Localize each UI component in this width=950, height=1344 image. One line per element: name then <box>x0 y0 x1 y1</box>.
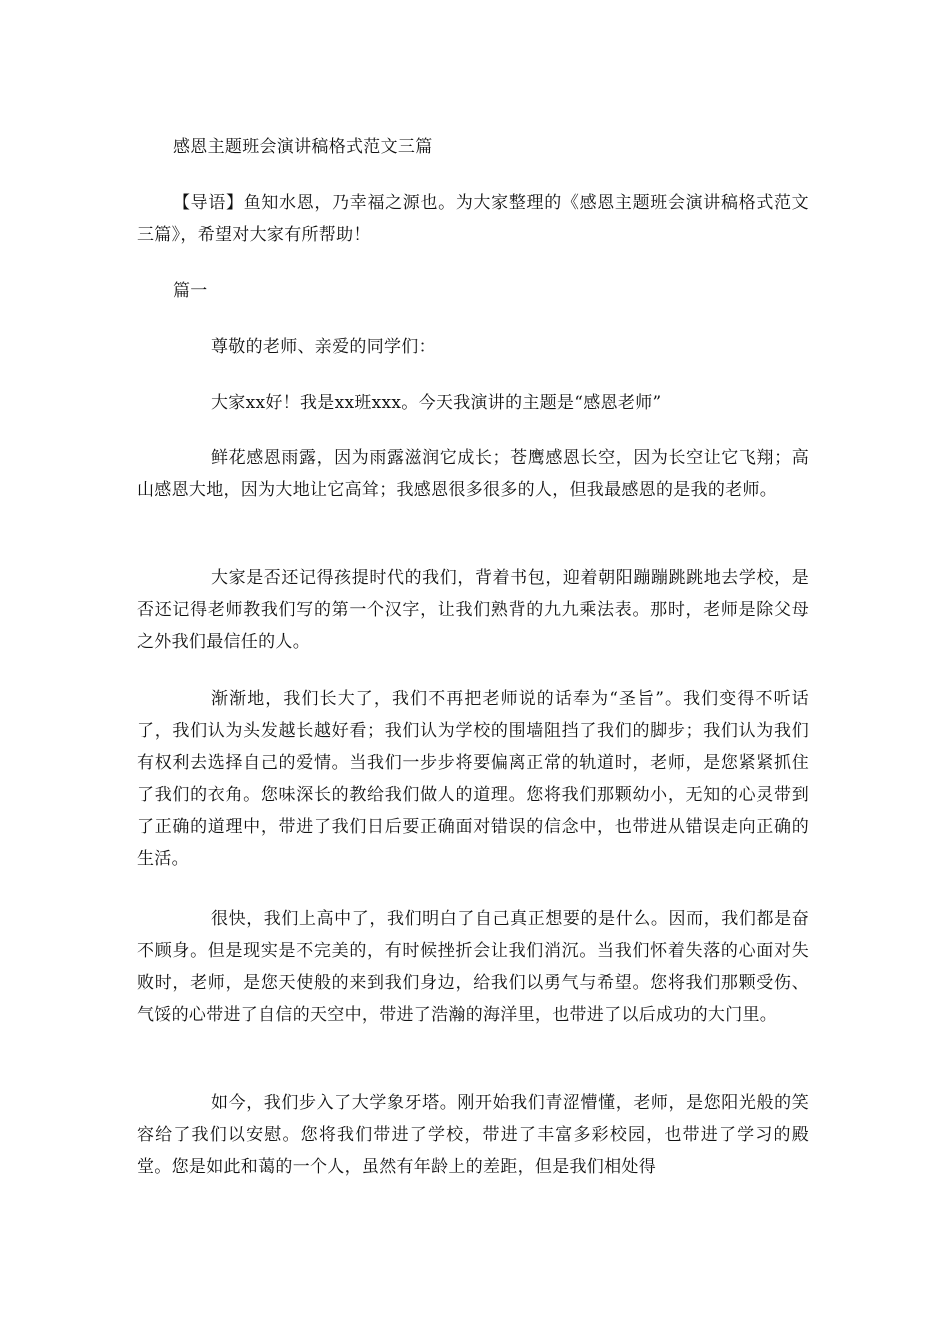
paragraph-2: 大家是否还记得孩提时代的我们，背着书包，迎着朝阳蹦蹦跳跳地去学校，是否还记得老师教我们写的第一个汉字，让我们熟背的九九乘法表。那时，老师是除父母之外我们最信任的人。 <box>137 568 809 652</box>
intro-paragraph: 【导语】鱼知水恩，乃幸福之源也。为大家整理的《感恩主题班会演讲稿格式范文三篇》，希望对大家有所帮助！ <box>137 193 809 245</box>
paragraph-5: 如今，我们步入了大学象牙塔。刚开始我们青涩懵懂，老师，是您阳光般的笑容给了我们以安慰。您将我们带进了学校，带进了丰富多彩校园，也带进了学习的殿堂。您是如此和蔼的一个人，虽然有年龄上的差距，但是我们相处得 <box>137 1093 809 1177</box>
paragraph-3: 渐渐地，我们长大了，我们不再把老师说的话奉为“圣旨”。我们变得不听话了，我们认为头发越长越好看；我们认为学校的围墙阻挡了我们的脚步；我们认为我们有权利去选择自己的爱情。当我们一步步将要偏离正常的轨道时，老师，是您紧紧抓住了我们的衣角。您味深长的教给我们做人的道理。您将我们那颗幼小，无知的心灵带到了正确的道理中，带进了我们日后要正确面对错误的信念中，也带进从错误走向正确的生活。 <box>137 689 809 869</box>
salutation: 尊敬的老师、亲爱的同学们： <box>211 337 436 357</box>
paragraph-1: 鲜花感恩雨露，因为雨露滋润它成长；苍鹰感恩长空，因为长空让它飞翔；高山感恩大地，因为大地让它高耸；我感恩很多很多的人，但我最感恩的是我的老师。 <box>137 448 809 500</box>
section-label: 篇一 <box>173 281 208 301</box>
document-title: 感恩主题班会演讲稿格式范文三篇 <box>173 137 433 157</box>
paragraph-greeting: 大家xx好！我是xx班xxx。今天我演讲的主题是“感恩老师” <box>211 393 662 413</box>
paragraph-4: 很快，我们上高中了，我们明白了自己真正想要的是什么。因而，我们都是奋不顾身。但是现实是不完美的，有时候挫折会让我们消沉。当我们怀着失落的心面对失败时，老师，是您天使般的来到我们身边，给我们以勇气与希望。您将我们那颗受伤、气馁的心带进了自信的天空中，带进了浩瀚的海洋里，也带进了以后成功的大门里。 <box>137 909 809 1025</box>
